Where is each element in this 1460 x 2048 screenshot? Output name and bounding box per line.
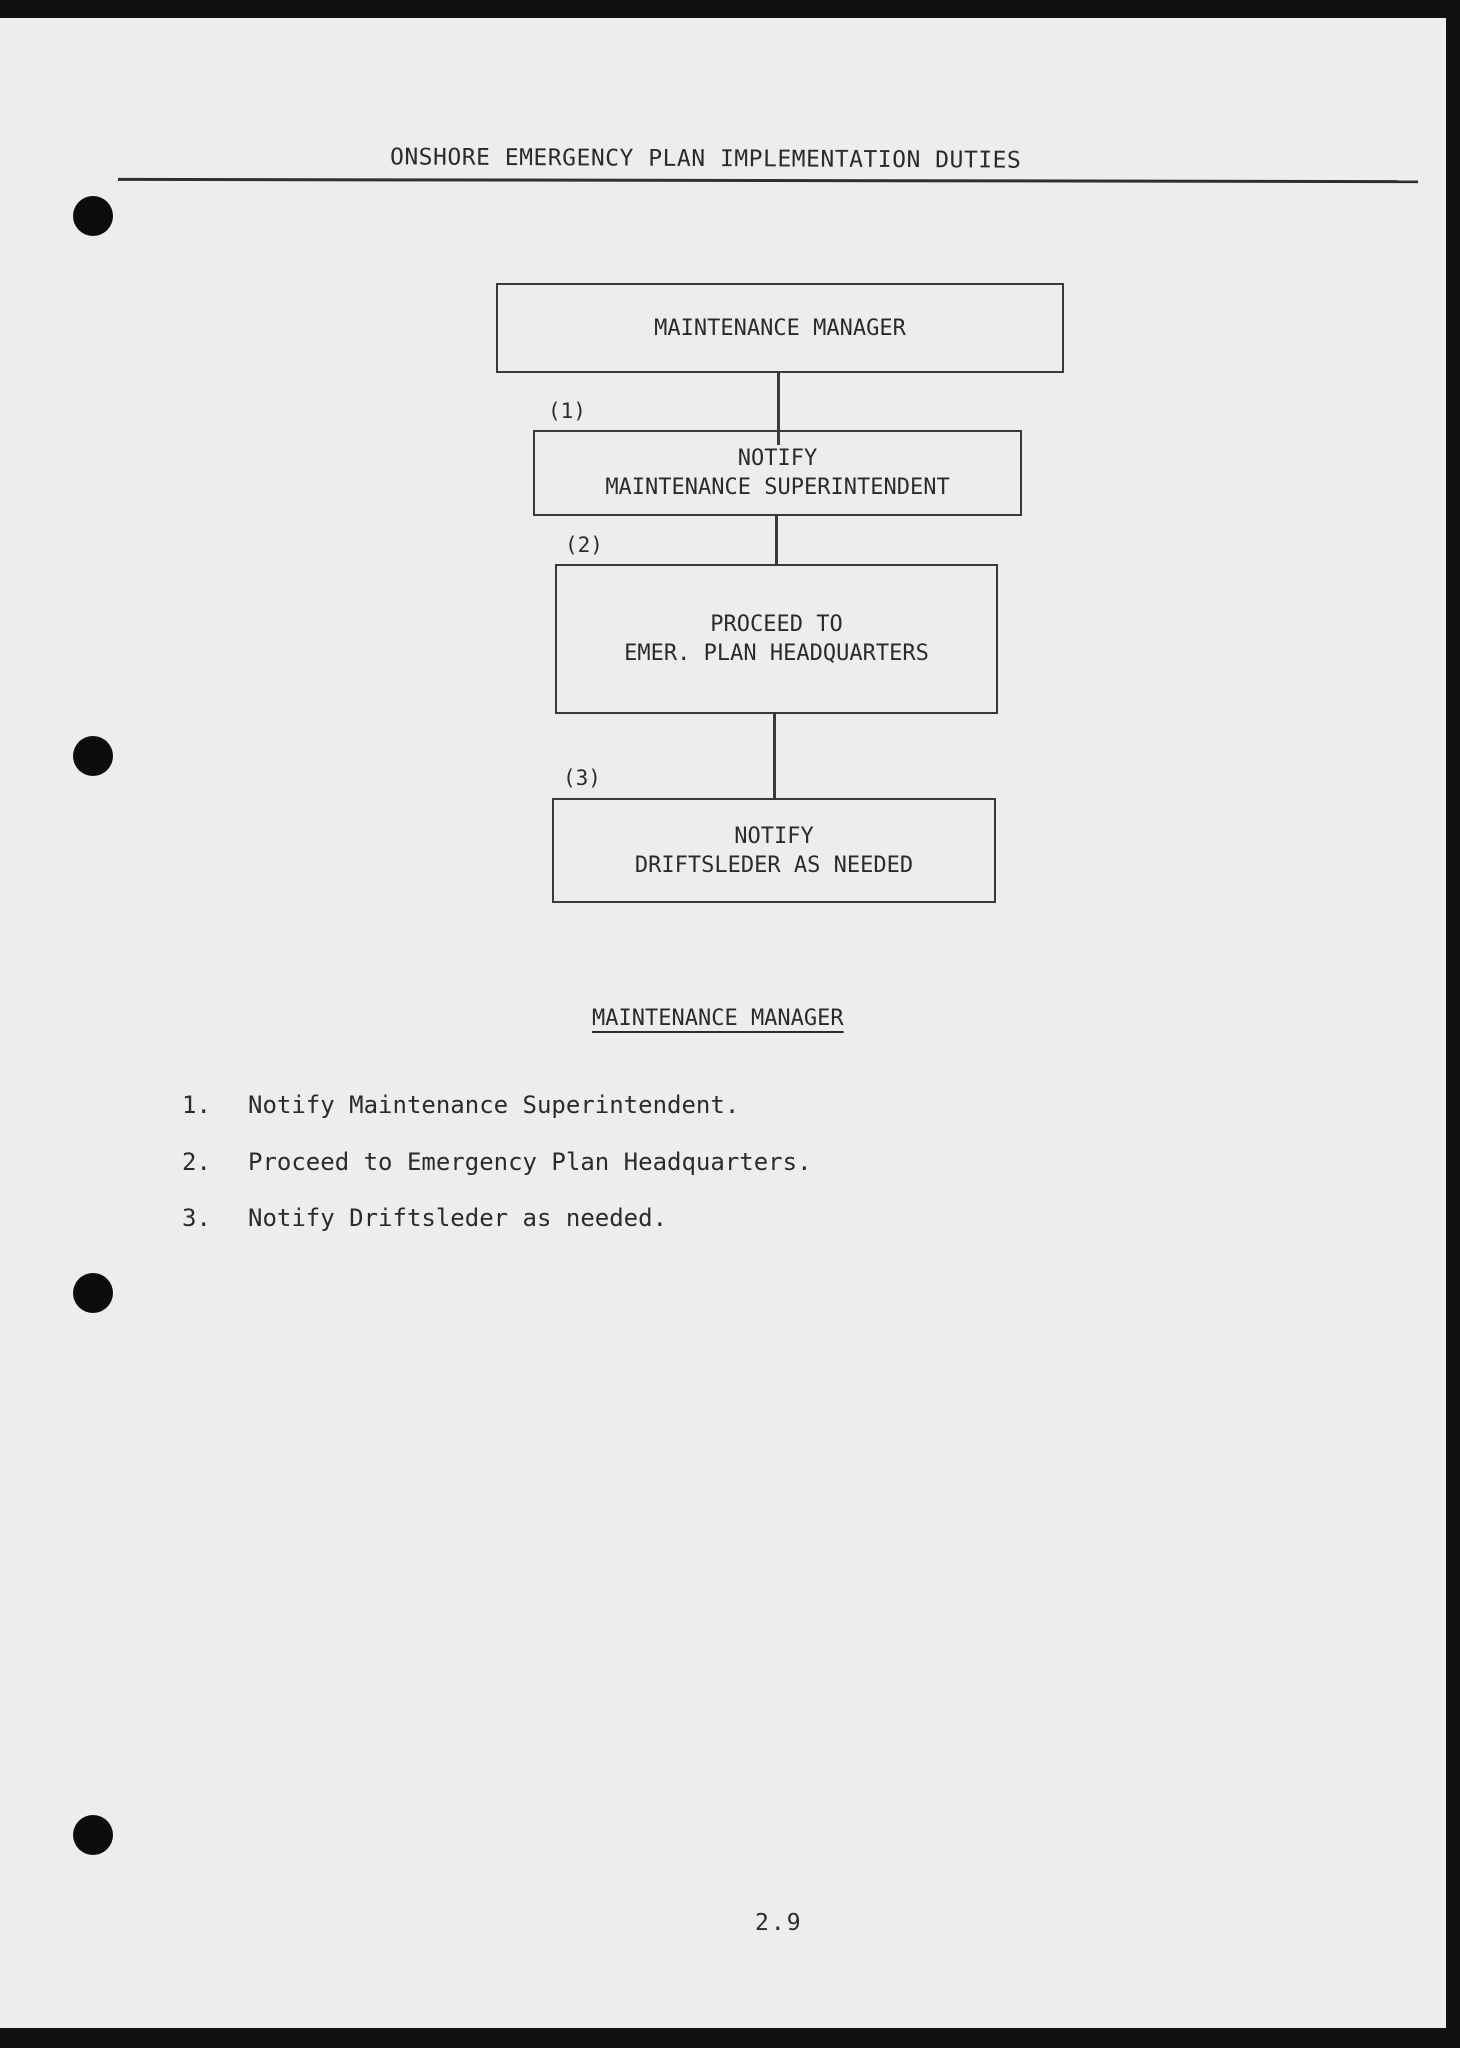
duty-text: Notify Driftsleder as needed.: [248, 1204, 668, 1232]
duty-item: [182, 1204, 667, 1232]
duties-section-title: MAINTENANCE MANAGER: [592, 1006, 844, 1031]
flow-box-notify-driftsleder: [552, 798, 996, 903]
punch-hole-2: [73, 736, 113, 776]
page-header-title: ONSHORE EMERGENCY PLAN IMPLEMENTATION DUTIES: [389, 144, 1022, 174]
flow-box-line: NOTIFY: [734, 823, 814, 849]
flow-box-line: MAINTENANCE SUPERINTENDENT: [605, 475, 950, 500]
step-number-1: (1): [548, 399, 586, 423]
duty-item: [182, 1091, 739, 1119]
header-rule: [118, 178, 1418, 183]
step-number-2: (2): [565, 533, 603, 557]
flow-connector-3: [773, 714, 776, 800]
flow-box-proceed-headquarters: [555, 564, 998, 714]
duty-number: 3.: [182, 1204, 211, 1232]
duty-item: [182, 1148, 812, 1176]
flow-box-maintenance-manager: [496, 283, 1064, 373]
flow-box-line: DRIFTSLEDER AS NEEDED: [634, 852, 914, 878]
document-page: [0, 18, 1446, 2028]
page-number: 2.9: [755, 1910, 803, 1936]
duty-text: Proceed to Emergency Plan Headquarters.: [248, 1148, 812, 1176]
flow-box-line: EMER. PLAN HEADQUARTERS: [624, 641, 929, 666]
duty-number: 2.: [182, 1148, 211, 1176]
flow-box-notify-superintendent: [533, 430, 1022, 516]
step-number-3: (3): [563, 766, 601, 790]
punch-hole-1: [73, 196, 113, 236]
punch-hole-3: [73, 1273, 113, 1313]
duty-text: Notify Maintenance Superintendent.: [248, 1091, 740, 1119]
flow-connector-2: [775, 516, 778, 566]
duty-number: 1.: [182, 1091, 211, 1119]
flow-box-line: MAINTENANCE MANAGER: [654, 315, 906, 341]
punch-hole-4: [73, 1815, 113, 1855]
flow-box-line: PROCEED TO: [710, 612, 843, 637]
flow-box-line: NOTIFY: [737, 446, 818, 471]
